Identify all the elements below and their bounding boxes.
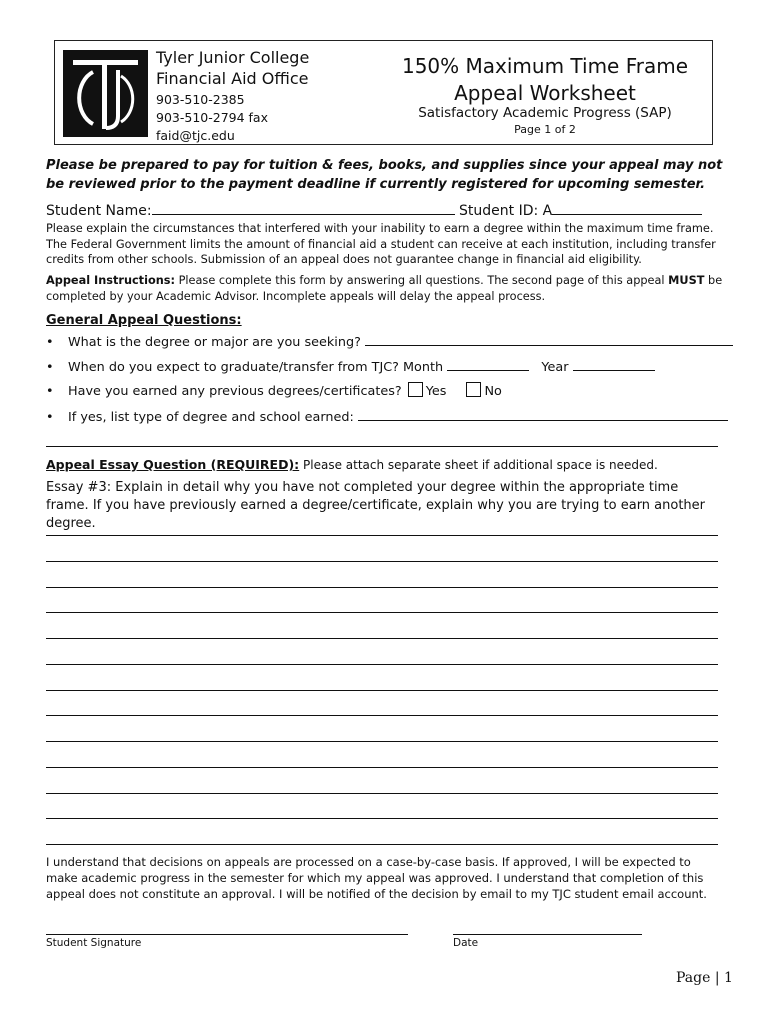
college-name: Tyler Junior College — [156, 48, 310, 67]
college-block — [156, 47, 309, 89]
question-degree — [46, 332, 733, 354]
bullet-icon: • — [46, 410, 54, 425]
page-footer — [676, 970, 733, 986]
form-title-line1: 150% Maximum Time Frame — [401, 54, 689, 78]
form-title — [380, 53, 710, 107]
page-word: Page — [676, 970, 711, 986]
page-separator: | — [714, 970, 720, 986]
essay-answer-line[interactable] — [46, 587, 718, 588]
no-label: No — [484, 384, 502, 399]
phone-number: 903-510-2385 — [156, 92, 245, 107]
degree-field[interactable] — [365, 332, 733, 346]
essay-heading — [46, 457, 736, 472]
student-name-field[interactable] — [152, 201, 455, 215]
intro-paragraph: Please explain the circumstances that interfered with your inability to earn a degree within the maximum time frame. The Federal Government limits the amount of financial aid a student can receive at each institution, including transfer credits from other schools. Submission of an appeal does not guarantee change in financial aid eligibility. — [46, 222, 716, 266]
essay-answer-line[interactable] — [46, 561, 718, 562]
essay-answer-line[interactable] — [46, 638, 718, 639]
essay-answer-line[interactable] — [46, 535, 718, 536]
student-name-label: Student Name: — [46, 203, 152, 219]
date-field[interactable] — [453, 934, 642, 935]
essay-answer-line[interactable] — [46, 844, 718, 845]
essay-title: Appeal Essay Question (REQUIRED): — [46, 457, 300, 472]
yes-checkbox[interactable] — [408, 382, 423, 397]
office-name: Financial Aid Office — [156, 69, 309, 88]
contact-block — [156, 91, 268, 145]
bullet-icon: • — [46, 360, 54, 375]
question-graduation — [46, 357, 655, 379]
essay-answer-line[interactable] — [46, 818, 718, 819]
student-id-field[interactable] — [552, 201, 702, 215]
question-graduation-label: When do you expect to graduate/transfer from TJC? Month — [68, 360, 444, 375]
page-count: Page 1 of 2 — [514, 123, 576, 136]
question-degree-school — [46, 407, 728, 429]
essay-note: Please attach separate sheet if additional space is needed. — [303, 458, 658, 472]
form-title-line2: Appeal Worksheet — [454, 81, 636, 105]
form-subtitle: Satisfactory Academic Progress (SAP) — [418, 105, 672, 121]
degree-school-field-line2[interactable] — [46, 446, 718, 447]
instructions-text-a: Please complete this form by answering all questions. The second page of this appeal — [175, 274, 669, 287]
declaration-paragraph: I understand that decisions on appeals are processed on a case-by-case basis. If approved, I will be expected to make academic progress in the semester for which my appeal was approved. I understand that completion of this appeal does not constitute an approval. I will be notified of the decision by email to my TJC student email account. — [46, 855, 707, 901]
student-info-row — [46, 201, 702, 219]
date-label: Date — [453, 937, 479, 949]
bullet-icon: • — [46, 335, 54, 350]
essay-answer-line[interactable] — [46, 664, 718, 665]
graduation-year-label: Year — [541, 360, 569, 375]
no-checkbox[interactable] — [466, 382, 481, 397]
general-questions-title — [46, 313, 242, 328]
bullet-icon: • — [46, 384, 54, 399]
essay-answer-line[interactable] — [46, 715, 718, 716]
student-signature-label: Student Signature — [46, 937, 142, 949]
instructions-paragraph — [46, 273, 736, 304]
question-degree-label: What is the degree or major are you seeking? — [68, 335, 361, 350]
student-id-label: Student ID: A — [459, 203, 553, 219]
instructions-label: Appeal Instructions: — [46, 274, 176, 287]
fax-number: 903-510-2794 fax — [156, 110, 268, 125]
graduation-month-field[interactable] — [447, 357, 529, 371]
page-number: 1 — [724, 970, 733, 986]
essay-answer-line[interactable] — [46, 741, 718, 742]
essay-answer-line[interactable] — [46, 612, 718, 613]
essay-answer-line[interactable] — [46, 690, 718, 691]
payment-warning: Please be prepared to pay for tuition & fees, books, and supplies since your appeal may not be reviewed prior to the payment deadline if currently registered for upcoming semester. — [46, 158, 723, 192]
degree-school-field[interactable] — [358, 407, 728, 421]
question-previous-degree-label: Have you earned any previous degrees/certificates? — [68, 384, 402, 399]
essay-answer-line[interactable] — [46, 793, 718, 794]
yes-label: Yes — [425, 384, 447, 399]
question-degree-school-label: If yes, list type of degree and school earned: — [68, 410, 354, 425]
email-address: faid@tjc.edu — [156, 128, 235, 143]
student-signature-field[interactable] — [46, 934, 408, 935]
tjc-logo — [63, 50, 148, 137]
general-title-text: General Appeal Questions: — [46, 313, 242, 328]
graduation-year-field[interactable] — [573, 357, 655, 371]
instructions-text-b: be completed by your Academic Advisor. Incomplete appeals will delay the appeal process. — [46, 274, 723, 303]
essay-answer-line[interactable] — [46, 767, 718, 768]
essay-prompt: Essay #3: Explain in detail why you have not completed your degree within the appropriate time frame. If you have previously earned a degree/certificate, explain why you are trying to earn another degree. — [46, 480, 706, 531]
instructions-must: MUST — [668, 274, 705, 287]
question-previous-degree — [46, 382, 502, 404]
